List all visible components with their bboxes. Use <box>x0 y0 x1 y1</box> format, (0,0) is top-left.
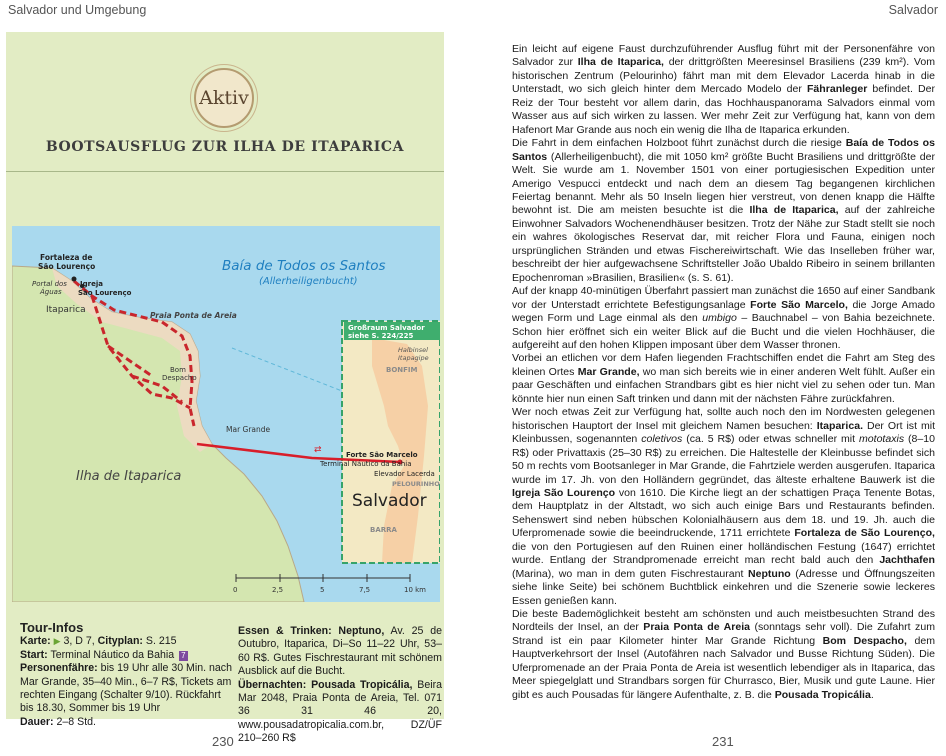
article-text <box>512 43 935 702</box>
label-fortaleza-1: Fortaleza de <box>40 253 93 262</box>
cityplan-value: S. 215 <box>145 635 177 648</box>
dauer-value: 2–8 Std. <box>56 715 96 728</box>
start-number-badge: 7 <box>181 650 186 660</box>
tour-infos-right <box>238 625 442 746</box>
label-bom-1: Bom <box>170 366 186 374</box>
aktiv-badge <box>194 68 254 128</box>
faehre-value: bis 19 Uhr alle 30 Min. nach Mar Grande, 35–40 Min., 6–7 R$, Tickets am rechten Eingang (Schalter 9/10). Rückfahrt bis 18.30, Sommer bis 19 Uhr <box>20 662 232 715</box>
label-bonfim: BONFIM <box>386 366 418 374</box>
label-bay: Baía de Todos os Santos <box>222 258 386 274</box>
label-portal-2: Águas <box>40 288 62 296</box>
label-salvador: Salvador <box>352 491 427 511</box>
info-dauer <box>20 716 234 729</box>
start-value: Terminal Náutico da Bahia <box>50 648 175 661</box>
label-elevador: Elevador Lacerda <box>374 470 435 478</box>
running-head-right: Salvador <box>888 3 938 17</box>
page-number-left: 230 <box>212 734 234 749</box>
running-head-left: Salvador und Umgebung <box>8 3 147 17</box>
start-label: Start: <box>20 648 48 661</box>
label-itaparica: Itaparica <box>46 305 86 315</box>
label-halbinsel-2: Itapagipe <box>398 354 429 362</box>
box-divider <box>6 171 444 172</box>
label-inset-2: siehe S. 224/225 <box>348 332 414 340</box>
scale-label-3: 7,5 <box>359 586 371 594</box>
ferry-arrows: ⇄ <box>314 445 322 455</box>
paragraph-2: Die Fahrt in dem einfachen Holzboot führt zunächst durch die riesige Baía de Todos os Santos (Allerheiligenbucht), die mit 1050 km² größte Bucht Brasiliens und drittgrößte der Welt. Sie wurde am 1. November 1501 von einer portugiesischen Expedition unter Amerigo Vespucci entdeckt und nach dem an diesem Tag begangenen kirchlichen Feiertag benannt. Mehr als 50 Inseln liegen hier verstreut, von denen knapp die Hälfte bewohnt ist. Die am meisten besuchte ist die Ilha de Itaparica, auf der zahlreiche Einwohner Salvadors Wochenendhäuser besitzen. Trotz der Nähe zur Stadt stellt sie noch ein wahres ökologisches Reservat dar, mit reicher Flora und Fauna, einigen noch ursprünglichen Stränden und etwas Fischereiwirtschaft. Wie das Inselleben früher war, beschreibt der hier aufgewachsene Schriftsteller João Ubaldo Ribeiro in seinem brillanten Epochenroman »Brasilien, Brasilien« (s. S. 61). <box>512 137 935 284</box>
info-karte <box>20 635 234 648</box>
scale-label-0: 0 <box>233 586 238 594</box>
info-uebernachten <box>238 679 442 746</box>
page-number-right: 231 <box>712 734 734 749</box>
karte-label: Karte: <box>20 635 51 648</box>
tour-infos-title: Tour-Infos <box>20 620 84 635</box>
label-fortaleza-2: São Lourenço <box>38 262 96 271</box>
label-igreja-1: Igreja <box>80 280 103 288</box>
scale-label-1: 2,5 <box>272 586 284 594</box>
label-bom-2: Despacho <box>162 374 197 382</box>
itaparica-map <box>12 226 440 602</box>
info-faehre <box>20 662 234 716</box>
paragraph-3: Auf der knapp 40-minütigen Überfahrt passiert man zunächst die 1650 auf einer Sandbank vor der Unterstadt errichtete Befestigungsanlage Forte São Marcelo, die Jorge Amado wegen Form und Lage einmal als den umbigo – Bauchnabel – von Bahia bezeichnete. Schon hier eröffnet sich ein weiter Blick auf die Bucht und die vielen Hochhäuser, die aufgereiht auf den hohen Klippen imposant über dem Wasser thronen. <box>512 285 935 351</box>
essen-value: Av. 25 de Outubro, Itaparica, Di–So 11–22 Uhr, 53–60 R$. Gutes Fischrestaurant mit schönem Ausblick auf die Bucht. <box>238 625 442 678</box>
label-mar-grande: Mar Grande <box>226 425 271 434</box>
uebernachten-label: Übernachten: Pousada Tropicália, <box>238 678 413 691</box>
paragraph-1: Ein leicht auf eigene Faust durchzuführender Ausflug führt mit der Personenfähre von Salvador zur Ilha de Itaparica, der drittgrößten Meeresinsel Brasiliens (239 km²). Vom historischen Zentrum (Pelourinho) fährt man mit dem Elevador Lacerda hinab in die Unterstadt, wo sich gleich hinter dem Mercado Modelo der Fähranleger befindet. Der Reiz der Tour besteht vor allem darin, das Hochhauspanorama Salvadors einmal vom Wasser aus auf sich wirken zu lassen. Wer mehr Zeit zur Verfügung hat, kann von dem Hafenort Mar Grande aus noch ein wenig die Ilha de Itaparica erkunden. <box>512 43 935 136</box>
play-triangle-icon: ▶ <box>53 636 61 647</box>
karte-value: 3, D 7, <box>63 635 95 648</box>
fortaleza-marker <box>72 277 77 282</box>
label-inset-1: Großraum Salvador <box>348 324 425 332</box>
paragraph-4: Vorbei an etlichen vor dem Hafen liegenden Frachtschiffen endet die Fahrt am Steg des kleinen Ortes Mar Grande, wo man sich bereits wie in einer anderen Welt fühlt. Außer ein paar Geschäften und einfachen Strandbars gibt es hier nicht viel zu sehen oder tun. Man könnte hier nun einen Saft trinken und dann mit der nächsten Fähre zurückfahren. <box>512 352 935 405</box>
scale-label-4: 10 km <box>404 586 427 594</box>
essen-label: Essen & Trinken: Neptuno, <box>238 625 385 637</box>
label-forte: Forte São Marcelo <box>346 451 418 459</box>
label-island: Ilha de Itaparica <box>76 469 182 484</box>
info-start <box>20 649 234 662</box>
faehre-label: Personenfähre: <box>20 662 98 675</box>
paragraph-5: Wer noch etwas Zeit zur Verfügung hat, sollte auch noch den im Nordwesten gelegenen historischen Hauptort der Insel mit gleichem Namen besuchen: Itaparica. Der Ort ist mit Kleinbussen, sogenannten coletivos (ca. 5 R$) oder etwas schneller mit mototaxis (8–10 R$) oder Privattaxis (25–30 R$) zu erreichen. Die Haltestelle der Kleinbusse befindet sich 50 m rechts vom Bootsanleger in Mar Grande, die Fahrtziele werden ausgerufen. Itaparica wurde im 17. Jh. von den Holländern gegründet, das älteste erhaltene Bauwerk ist die Igreja São Lourenço von 1610. Die Kirche liegt an der schattigen Praça Tenente Botas, dem Hauptplatz in der Altstadt, wo sich auch einige Bars und Restaurants befinden. Sehenswert sind neben hübschen Kolonialhäusern aus dem 18. und 19. Jh. auch die Uferpromenade sowie die beeindruckende, 1711 errichtete Fortaleza de São Lourenço, die von den Portugiesen auf den Ruinen einer holländischen Festung (1647) errichtet wurde. Entlang der Strandpromenade erreicht man recht bald auch den Jachthafen (Marina), wo man in dem guten Fischrestaurant Neptuno (Adresse und Öffnungszeiten siehe linke Seite) bei schönem Buchtblick einkehren und die Szenerie sowie leckeres Essen genießen kann. <box>512 406 936 607</box>
dauer-label: Dauer: <box>20 715 54 728</box>
label-terminal: Terminal Náutico da Bahia <box>320 460 412 468</box>
label-bay-sub: (Allerheiligenbucht) <box>259 276 358 287</box>
scale-label-2: 5 <box>320 586 325 594</box>
cityplan-label: Cityplan: <box>97 635 143 648</box>
paragraph-6: Die beste Bademöglichkeit besteht am schönsten und auch meistbesuchten Strand des Nordteils der Insel, an der Praia Ponta de Areia (sonntags sehr voll). Die Zufahrt zum Strand ist ein paar Kilometer hinter Mar Grande Richtung Bom Despacho, dem Hauptverkehrsort der Insel (Autofähren nach Salvador und Busse Richtung Süden). Die Uferpromenade an der Praia Ponta de Areia ist wesentlich lebendiger als in Itaparica, das Meer spiegelglatt und Strandbars sorgen für Churrasco, Bier, Musik und gute Laune. Hier gibt es auch Pousadas für längere Aufenthalte, z. B. die Pousada Tropicália. <box>512 608 935 701</box>
info-essen <box>238 625 442 679</box>
label-igreja-2: São Lourenço <box>78 289 132 297</box>
box-title: BOOTSAUSFLUG ZUR ILHA DE ITAPARICA <box>45 139 405 155</box>
map-svg <box>12 226 440 602</box>
uebernachten-value: Beira Mar 2048, Praia Ponta de Areia, Tel. 071 36 31 46 20, www.pousadatropicalia.com.br, DZ/ÜF 210–260 R$ <box>238 678 442 745</box>
label-halbinsel-1: Halbinsel <box>398 346 428 354</box>
aktiv-badge-label: Aktiv <box>199 87 249 109</box>
label-barra: BARRA <box>370 526 397 534</box>
tour-infos <box>20 621 234 729</box>
label-pelourinho: PELOURINHO <box>392 480 440 488</box>
label-portal-1: Portal dos <box>32 280 67 288</box>
label-praia: Praia Ponta de Areia <box>150 311 237 320</box>
